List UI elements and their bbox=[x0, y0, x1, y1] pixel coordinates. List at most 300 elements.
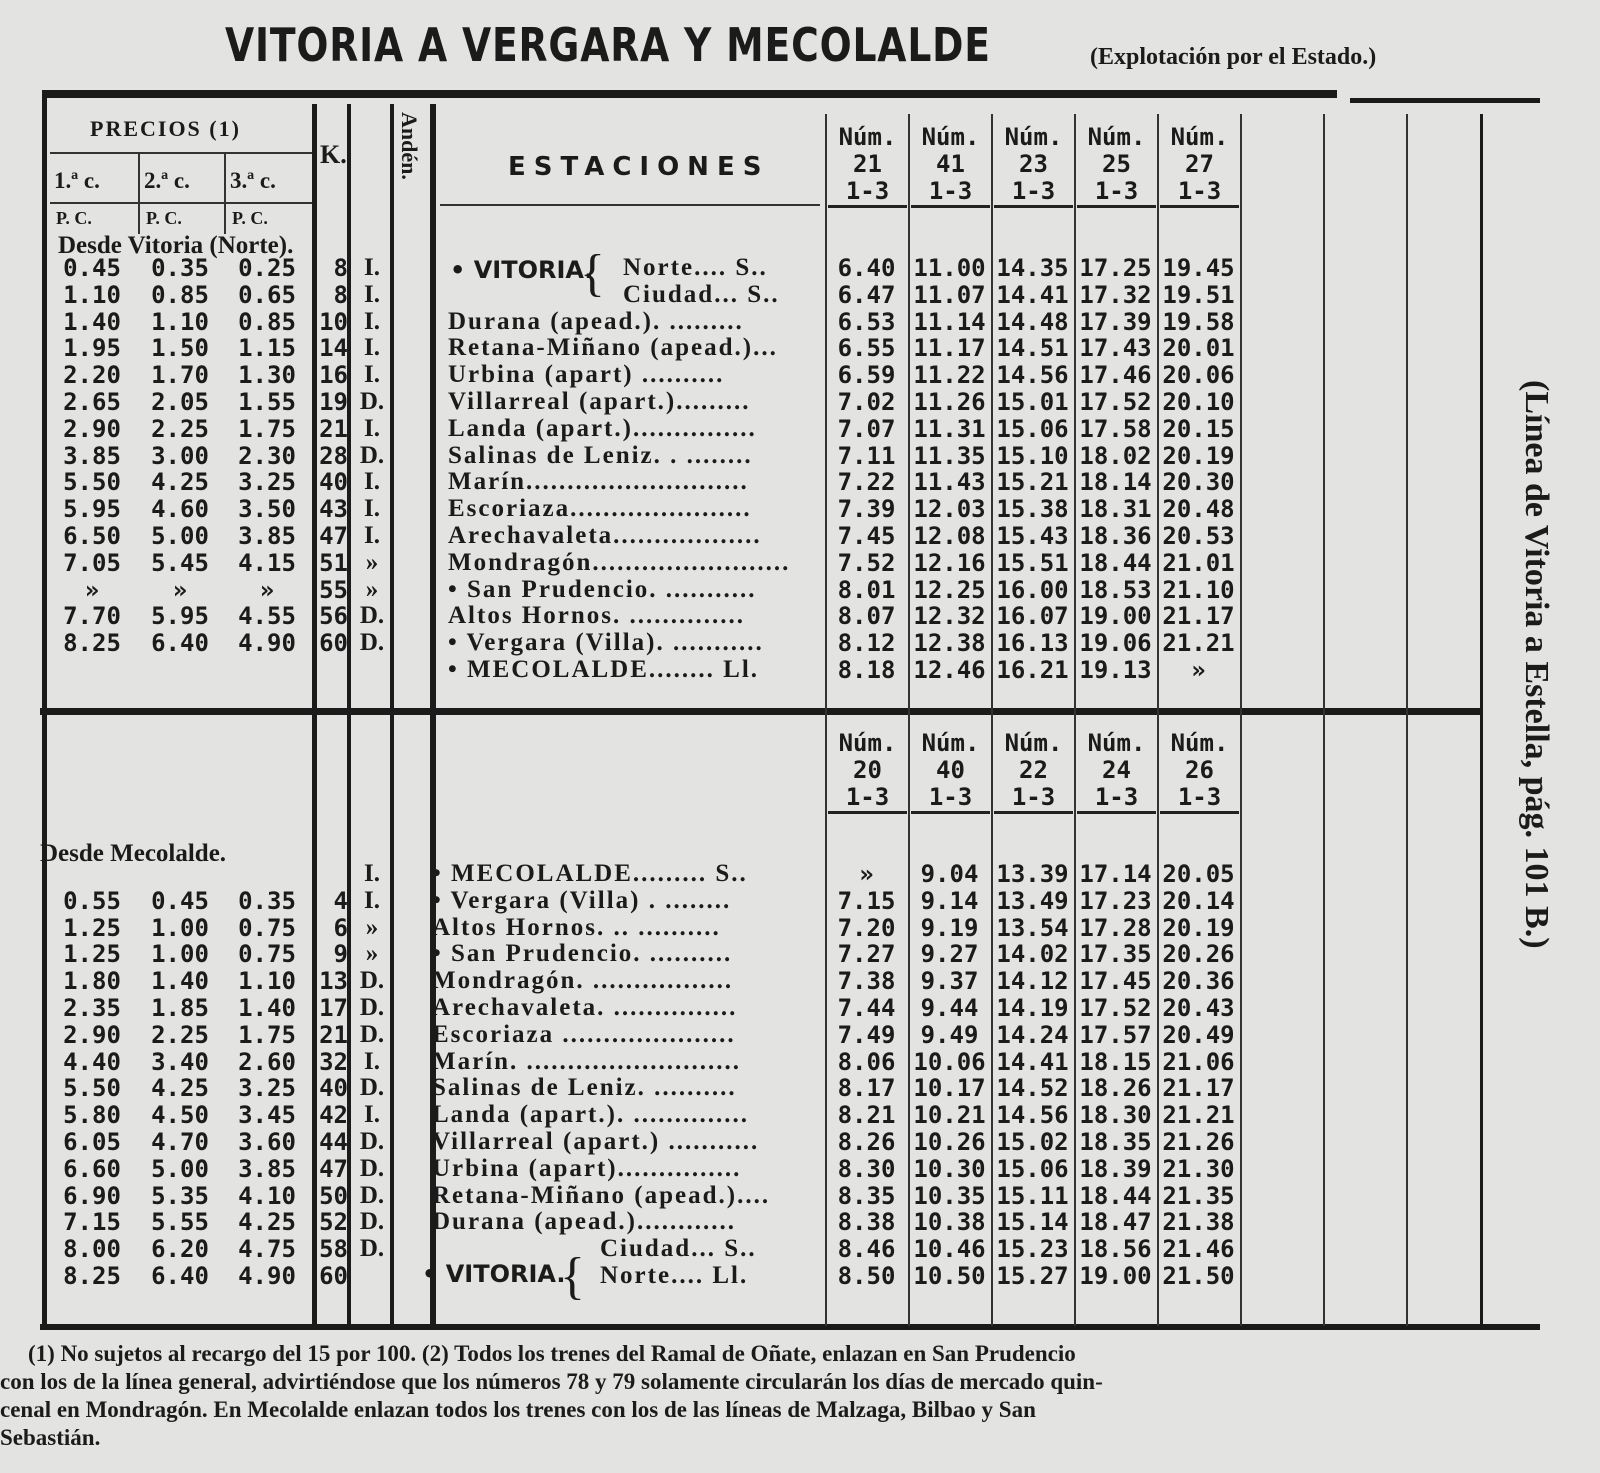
station-name: Altos Hornos. .............. bbox=[448, 602, 745, 630]
departure-time: 21.10 bbox=[1162, 575, 1235, 604]
class-3-header: 3.ª c. bbox=[230, 168, 276, 193]
train-rule-6 bbox=[1240, 114, 1242, 1326]
price-3rd: 4.90 bbox=[238, 629, 296, 658]
page-title: VITORIA A VERGARA Y MECOLALDE bbox=[225, 18, 991, 72]
km-value: 55 bbox=[319, 575, 348, 604]
departure-time: 21.17 bbox=[1162, 602, 1235, 631]
departure-time: 7.22 bbox=[837, 468, 896, 497]
departure-time: 18.26 bbox=[1079, 1074, 1152, 1103]
footnote-line: (1) No sujetos al recargo del 15 por 100. (2) Todos los trenes del Ramal de Oñate, enlazan en San Prudencio bbox=[28, 1341, 1076, 1366]
train-number: 25 bbox=[1102, 150, 1131, 178]
station-name: Landa (apart.)............... bbox=[448, 414, 757, 442]
departure-time: 14.56 bbox=[996, 361, 1069, 390]
departure-time: 11.43 bbox=[913, 468, 986, 497]
page-subtitle: (Explotación por el Estado.) bbox=[1090, 44, 1377, 70]
price-2nd: 1.00 bbox=[151, 940, 209, 969]
departure-time: 14.51 bbox=[996, 334, 1069, 363]
departure-time: 10.06 bbox=[913, 1047, 986, 1076]
km-value: 9 bbox=[333, 940, 348, 969]
price-3rd: 0.65 bbox=[238, 280, 296, 309]
price-3rd: 4.15 bbox=[238, 548, 296, 577]
departure-time: 16.21 bbox=[996, 656, 1069, 684]
departure-time: 18.56 bbox=[1079, 1235, 1152, 1264]
departure-time: 12.16 bbox=[913, 548, 986, 577]
station-name: • Vergara (Villa) . ........ bbox=[432, 886, 732, 914]
price-1st: 8.25 bbox=[63, 1262, 121, 1290]
km-value: 44 bbox=[319, 1128, 348, 1156]
departure-time: 20.14 bbox=[1162, 886, 1235, 915]
price-3rd: 4.25 bbox=[238, 1208, 296, 1237]
departure-time: 11.14 bbox=[913, 307, 986, 336]
price-2nd: 2.25 bbox=[151, 1020, 209, 1049]
departure-time: 7.38 bbox=[837, 967, 896, 996]
departure-time: 20.06 bbox=[1162, 361, 1235, 390]
km-value: 21 bbox=[319, 1020, 348, 1049]
price-2nd: 5.45 bbox=[151, 548, 209, 577]
station-name: Mondragón. ................. bbox=[432, 967, 734, 995]
departure-time: 18.30 bbox=[1079, 1101, 1152, 1130]
price-2nd: 0.35 bbox=[151, 254, 209, 282]
departure-time: 15.10 bbox=[996, 441, 1069, 470]
price-1st: 2.90 bbox=[63, 1020, 121, 1049]
departure-time: 21.30 bbox=[1162, 1154, 1235, 1183]
station-name: • San Prudencio. .......... bbox=[432, 940, 733, 968]
train-number: 27 bbox=[1185, 150, 1214, 178]
station-name: Marín........................... bbox=[448, 468, 749, 496]
km-value: 17 bbox=[319, 994, 348, 1022]
price-1st: 2.65 bbox=[63, 388, 121, 416]
km-value: 47 bbox=[319, 522, 348, 550]
departure-time: 19.51 bbox=[1162, 280, 1235, 309]
price-2nd: 2.05 bbox=[151, 388, 209, 416]
departure-time: 8.12 bbox=[837, 629, 896, 658]
anden-header: Andén. bbox=[397, 112, 422, 180]
price-3rd: 1.15 bbox=[238, 334, 296, 363]
departure-time: 6.59 bbox=[837, 361, 896, 390]
departure-time: 20.26 bbox=[1162, 940, 1235, 969]
departure-time: 21.21 bbox=[1162, 1101, 1235, 1130]
train-number: 40 bbox=[936, 756, 965, 784]
departure-time: 21.06 bbox=[1162, 1047, 1235, 1076]
price-3rd: 0.35 bbox=[238, 886, 296, 915]
departure-time: 18.31 bbox=[1079, 495, 1152, 524]
departure-time: 12.46 bbox=[913, 656, 986, 684]
train-class: 1-3 bbox=[1077, 178, 1156, 208]
class-1-header: 1.ª c. bbox=[54, 168, 100, 193]
price-1st: 6.90 bbox=[63, 1181, 121, 1210]
train-num-label: Núm. bbox=[1087, 123, 1146, 151]
departure-time: 8.06 bbox=[837, 1047, 896, 1076]
departure-time: 10.21 bbox=[913, 1101, 986, 1130]
station-name: • San Prudencio. ........... bbox=[448, 575, 757, 603]
departure-time: 18.44 bbox=[1079, 1181, 1152, 1210]
anden-value: D. bbox=[359, 629, 385, 657]
train-class: 1-3 bbox=[994, 784, 1073, 814]
price-1st: 8.25 bbox=[63, 629, 121, 658]
train-class: 1-3 bbox=[1160, 178, 1239, 208]
price-2nd: 5.00 bbox=[151, 1154, 209, 1183]
price-1st: 1.80 bbox=[63, 967, 121, 996]
departure-time: 17.32 bbox=[1079, 280, 1152, 309]
price-2nd: 6.20 bbox=[151, 1235, 209, 1264]
departure-time: 12.08 bbox=[913, 522, 986, 550]
departure-time: » bbox=[859, 860, 874, 888]
train-class: 1-3 bbox=[828, 178, 907, 208]
departure-time: 20.15 bbox=[1162, 414, 1235, 443]
departure-time: 13.54 bbox=[996, 913, 1069, 942]
anden-value: I. bbox=[364, 886, 380, 914]
price-2nd: 4.50 bbox=[151, 1101, 209, 1130]
km-value: 51 bbox=[319, 548, 348, 577]
anden-value: D. bbox=[359, 1181, 385, 1209]
bottom-rule bbox=[40, 1324, 1540, 1330]
price-2nd: 1.50 bbox=[151, 334, 209, 363]
train-number: 22 bbox=[1019, 756, 1048, 784]
price-2nd: 6.40 bbox=[151, 629, 209, 658]
station-name: Ciudad... S.. bbox=[600, 1235, 757, 1263]
departure-time: 10.17 bbox=[913, 1074, 986, 1103]
departure-time: 7.44 bbox=[837, 994, 896, 1022]
train-number: 26 bbox=[1185, 756, 1214, 784]
station-name: Norte.... Ll. bbox=[600, 1262, 749, 1289]
departure-time: 20.36 bbox=[1162, 967, 1235, 996]
departure-time: 17.28 bbox=[1079, 913, 1152, 942]
price-3rd: 0.25 bbox=[238, 254, 296, 282]
km-value: 40 bbox=[319, 468, 348, 497]
price-2nd: 1.85 bbox=[151, 994, 209, 1022]
price-1st: 1.25 bbox=[63, 940, 121, 969]
price-1st: 5.95 bbox=[63, 495, 121, 524]
currency-1: P. C. bbox=[56, 208, 92, 228]
anden-value: D. bbox=[359, 967, 385, 995]
departure-time: 21.38 bbox=[1162, 1208, 1235, 1237]
price-2nd: 1.00 bbox=[151, 913, 209, 942]
price-2nd: 5.95 bbox=[151, 602, 209, 631]
departure-time: 18.53 bbox=[1079, 575, 1152, 604]
outbound-label: Desde Vitoria (Norte). bbox=[58, 232, 294, 259]
train-num-label: Núm. bbox=[838, 729, 897, 757]
departure-time: 10.30 bbox=[913, 1154, 986, 1183]
currency-3: P. C. bbox=[232, 208, 268, 228]
departure-time: 15.06 bbox=[996, 1154, 1069, 1183]
km-header: K. bbox=[320, 140, 347, 169]
km-value: 14 bbox=[319, 334, 348, 363]
departure-time: 9.37 bbox=[920, 967, 979, 996]
price-1st: 5.50 bbox=[63, 468, 121, 497]
departure-time: 8.38 bbox=[837, 1208, 896, 1237]
anden-value: D. bbox=[359, 1154, 385, 1182]
station-name: Villarreal (apart.)......... bbox=[448, 388, 751, 415]
departure-time: 18.47 bbox=[1079, 1208, 1152, 1237]
anden-value: D. bbox=[359, 1128, 385, 1155]
anden-value: I. bbox=[364, 307, 380, 335]
departure-time: 6.53 bbox=[837, 307, 896, 336]
departure-time: 18.14 bbox=[1079, 468, 1152, 497]
price-col-rule-1 bbox=[138, 154, 140, 234]
departure-time: 7.45 bbox=[837, 522, 896, 550]
station-name: Durana (apead.). ......... bbox=[448, 307, 744, 335]
price-2nd: 6.40 bbox=[151, 1262, 209, 1290]
station-name: Marín. .......................... bbox=[432, 1047, 742, 1075]
departure-time: 9.14 bbox=[920, 886, 979, 915]
station-name: Durana (apead.)............ bbox=[432, 1208, 737, 1236]
anden-value: I. bbox=[364, 334, 380, 362]
departure-time: 19.45 bbox=[1162, 254, 1235, 282]
departure-time: 13.39 bbox=[996, 860, 1069, 888]
departure-time: 8.46 bbox=[837, 1235, 896, 1264]
station-name: • MECOLALDE........ Ll. bbox=[448, 656, 760, 683]
price-2nd: » bbox=[172, 575, 188, 604]
km-value: 13 bbox=[319, 967, 348, 996]
price-3rd: 2.30 bbox=[238, 441, 296, 470]
station-name: Landa (apart.). .............. bbox=[432, 1101, 749, 1129]
price-1st: 1.25 bbox=[63, 913, 121, 942]
departure-time: 20.10 bbox=[1162, 388, 1235, 416]
anden-value: D. bbox=[359, 1074, 385, 1102]
anden-value: » bbox=[365, 575, 379, 603]
train-class: 1-3 bbox=[994, 178, 1073, 208]
train-class: 1-3 bbox=[828, 784, 907, 814]
anden-value: I. bbox=[364, 280, 380, 308]
departure-time: 11.22 bbox=[913, 361, 986, 390]
outbound-vitoria-label: • VITORIA. bbox=[450, 256, 594, 284]
price-1st: 3.85 bbox=[63, 441, 121, 470]
train-class: 1-3 bbox=[1077, 784, 1156, 814]
anden-value: D. bbox=[359, 1020, 385, 1048]
departure-time: 16.00 bbox=[996, 575, 1069, 604]
train-num-label: Núm. bbox=[1170, 123, 1229, 151]
departure-time: 21.50 bbox=[1162, 1262, 1235, 1290]
departure-time: 17.43 bbox=[1079, 334, 1152, 363]
departure-time: 14.41 bbox=[996, 280, 1069, 309]
departure-time: 20.48 bbox=[1162, 495, 1235, 524]
departure-time: 17.23 bbox=[1079, 886, 1152, 915]
anden-value: I. bbox=[364, 468, 380, 496]
footnote-line: cenal en Mondragón. En Mecolalde enlazan todos los trenes con los de las líneas de Malzaga, Bilbao y San bbox=[0, 1397, 1036, 1422]
km-value: 19 bbox=[319, 388, 348, 416]
train-class: 1-3 bbox=[911, 178, 990, 208]
departure-time: 12.03 bbox=[913, 495, 986, 524]
departure-time: 19.00 bbox=[1079, 602, 1152, 631]
departure-time: 6.40 bbox=[837, 254, 896, 282]
anden-value: D. bbox=[359, 994, 385, 1021]
departure-time: 17.25 bbox=[1079, 254, 1152, 282]
price-2nd: 1.10 bbox=[151, 307, 209, 336]
departure-time: 9.04 bbox=[920, 860, 979, 888]
anden-value: I. bbox=[364, 361, 380, 389]
price-3rd: 3.85 bbox=[238, 1154, 296, 1183]
departure-time: 14.35 bbox=[996, 254, 1069, 282]
anden-value: D. bbox=[359, 441, 385, 469]
departure-time: 15.21 bbox=[996, 468, 1069, 497]
footnote-line: con los de la línea general, advirtiéndose que los números 78 y 79 solamente circularán los días de mercado quin- bbox=[0, 1369, 1103, 1394]
departure-time: 19.06 bbox=[1079, 629, 1152, 658]
train-num-label: Núm. bbox=[1004, 729, 1063, 757]
km-value: 6 bbox=[333, 913, 348, 942]
departure-time: 15.06 bbox=[996, 414, 1069, 443]
price-3rd: 3.85 bbox=[238, 522, 296, 550]
price-1st: 7.05 bbox=[63, 548, 121, 577]
departure-time: 8.30 bbox=[837, 1154, 896, 1183]
km-value: 16 bbox=[319, 361, 348, 390]
departure-time: 16.07 bbox=[996, 602, 1069, 631]
departure-time: 16.13 bbox=[996, 629, 1069, 658]
price-3rd: 0.75 bbox=[238, 913, 296, 942]
departure-time: 15.38 bbox=[996, 495, 1069, 524]
train-rule-9 bbox=[1480, 114, 1483, 1326]
price-2nd: 5.55 bbox=[151, 1208, 209, 1237]
station-name: Villarreal (apart.) ........... bbox=[432, 1128, 760, 1155]
departure-time: 7.11 bbox=[837, 441, 896, 470]
train-number: 20 bbox=[853, 756, 882, 784]
departure-time: 13.49 bbox=[996, 886, 1069, 915]
top-rule bbox=[42, 90, 1337, 98]
outbound-brace: { bbox=[580, 245, 605, 302]
train-rule-7 bbox=[1323, 114, 1325, 1326]
price-2nd: 1.40 bbox=[151, 967, 209, 996]
station-name: Arechavaleta.................. bbox=[448, 522, 762, 549]
price-1st: 1.10 bbox=[63, 280, 121, 309]
anden-value: I. bbox=[364, 522, 380, 549]
timetable bbox=[40, 90, 1540, 1352]
departure-time: 19.58 bbox=[1162, 307, 1235, 336]
departure-time: 10.35 bbox=[913, 1181, 986, 1210]
price-col-rule-2 bbox=[224, 154, 226, 234]
departure-time: 20.53 bbox=[1162, 522, 1235, 550]
anden-value: I. bbox=[364, 860, 380, 887]
station-name: Mondragón........................ bbox=[448, 548, 791, 576]
km-value: 4 bbox=[333, 886, 348, 915]
departure-time: 7.27 bbox=[837, 940, 896, 969]
departure-time: 20.19 bbox=[1162, 441, 1235, 470]
departure-time: 12.25 bbox=[913, 575, 986, 604]
departure-time: 20.49 bbox=[1162, 1020, 1235, 1049]
km-value: 47 bbox=[319, 1154, 348, 1183]
departure-time: 7.39 bbox=[837, 495, 896, 524]
price-1st: 6.60 bbox=[63, 1154, 121, 1183]
departure-time: 18.02 bbox=[1079, 441, 1152, 470]
train-num-label: Núm. bbox=[1087, 729, 1146, 757]
departure-time: 14.19 bbox=[996, 994, 1069, 1022]
departure-time: 11.00 bbox=[913, 254, 986, 282]
price-2nd: 3.40 bbox=[151, 1047, 209, 1076]
departure-time: 17.14 bbox=[1079, 860, 1152, 888]
price-2nd: 4.25 bbox=[151, 468, 209, 497]
departure-time: 11.07 bbox=[913, 280, 986, 309]
departure-time: 19.00 bbox=[1079, 1262, 1152, 1290]
departure-time: 15.23 bbox=[996, 1235, 1069, 1264]
station-name: • MECOLALDE......... S.. bbox=[432, 860, 748, 887]
departure-time: 8.26 bbox=[837, 1128, 896, 1156]
train-number: 21 bbox=[853, 150, 882, 178]
departure-time: 8.18 bbox=[837, 656, 896, 684]
departure-time: 18.44 bbox=[1079, 548, 1152, 577]
price-2nd: 4.70 bbox=[151, 1128, 209, 1156]
departure-time: 8.07 bbox=[837, 602, 896, 631]
departure-time: 20.01 bbox=[1162, 334, 1235, 363]
train-num-label: Núm. bbox=[838, 123, 897, 151]
price-3rd: 3.25 bbox=[238, 1074, 296, 1103]
price-3rd: 3.25 bbox=[238, 468, 296, 497]
footnote-line: Sebastián. bbox=[0, 1425, 101, 1450]
anden-value: D. bbox=[359, 1235, 385, 1263]
km-value: 50 bbox=[319, 1181, 348, 1210]
departure-time: 20.43 bbox=[1162, 994, 1235, 1022]
price-1st: 5.80 bbox=[63, 1101, 121, 1130]
price-3rd: 1.10 bbox=[238, 967, 296, 996]
price-1st: 2.35 bbox=[63, 994, 121, 1022]
departure-time: 12.32 bbox=[913, 602, 986, 631]
price-3rd: 1.75 bbox=[238, 1020, 296, 1049]
price-1st: 2.90 bbox=[63, 414, 121, 443]
departure-time: 14.41 bbox=[996, 1047, 1069, 1076]
price-3rd: 4.75 bbox=[238, 1235, 296, 1264]
departure-time: 6.55 bbox=[837, 334, 896, 363]
station-name: Norte.... S.. bbox=[623, 254, 768, 281]
km-value: 8 bbox=[333, 280, 348, 309]
departure-time: 11.17 bbox=[913, 334, 986, 363]
station-name: Altos Hornos. .. .......... bbox=[432, 913, 721, 941]
station-name: Escoriaza ..................... bbox=[432, 1020, 736, 1048]
price-1st: » bbox=[84, 575, 100, 604]
price-2nd: 0.45 bbox=[151, 886, 209, 915]
anden-value: D. bbox=[359, 602, 385, 630]
km-value: 56 bbox=[319, 602, 348, 631]
departure-time: 8.01 bbox=[837, 575, 896, 604]
km-value: 52 bbox=[319, 1208, 348, 1237]
departure-time: 17.58 bbox=[1079, 414, 1152, 443]
departure-time: 14.48 bbox=[996, 307, 1069, 336]
station-name: Ciudad... S.. bbox=[623, 280, 780, 308]
top-rule-right bbox=[1350, 98, 1540, 103]
departure-time: 17.57 bbox=[1079, 1020, 1152, 1049]
departure-time: 10.46 bbox=[913, 1235, 986, 1264]
price-2nd: 5.35 bbox=[151, 1181, 209, 1210]
station-header-rule bbox=[440, 204, 820, 206]
departure-time: 15.43 bbox=[996, 522, 1069, 550]
anden-value: I. bbox=[364, 414, 380, 442]
station-name: Urbina (apart) .......... bbox=[448, 361, 725, 389]
departure-time: 11.35 bbox=[913, 441, 986, 470]
currency-2: P. C. bbox=[146, 208, 182, 228]
price-3rd: 3.50 bbox=[238, 495, 296, 524]
price-3rd: 3.60 bbox=[238, 1128, 296, 1156]
departure-time: 7.07 bbox=[837, 414, 896, 443]
anden-value: » bbox=[365, 940, 379, 968]
anden-value: D. bbox=[359, 1208, 385, 1236]
departure-time: 9.19 bbox=[920, 913, 979, 942]
departure-time: 20.30 bbox=[1162, 468, 1235, 497]
anden-value: I. bbox=[364, 254, 380, 281]
price-2nd: 1.70 bbox=[151, 361, 209, 390]
anden-value: I. bbox=[364, 1047, 380, 1075]
train-num-label: Núm. bbox=[1170, 729, 1229, 757]
departure-time: 15.14 bbox=[996, 1208, 1069, 1237]
departure-time: 17.45 bbox=[1079, 967, 1152, 996]
price-header-rule bbox=[50, 152, 312, 154]
departure-time: 11.26 bbox=[913, 388, 986, 416]
footnote bbox=[0, 1340, 1600, 1452]
price-3rd: 2.60 bbox=[238, 1047, 296, 1076]
price-1st: 0.55 bbox=[63, 886, 121, 915]
departure-time: 21.17 bbox=[1162, 1074, 1235, 1103]
price-3rd: » bbox=[259, 575, 275, 604]
price-1st: 7.15 bbox=[63, 1208, 121, 1237]
price-1st: 6.05 bbox=[63, 1128, 121, 1156]
price-2nd: 5.00 bbox=[151, 522, 209, 550]
station-name: Retana-Miñano (apead.).... bbox=[432, 1181, 771, 1209]
price-1st: 5.50 bbox=[63, 1074, 121, 1103]
